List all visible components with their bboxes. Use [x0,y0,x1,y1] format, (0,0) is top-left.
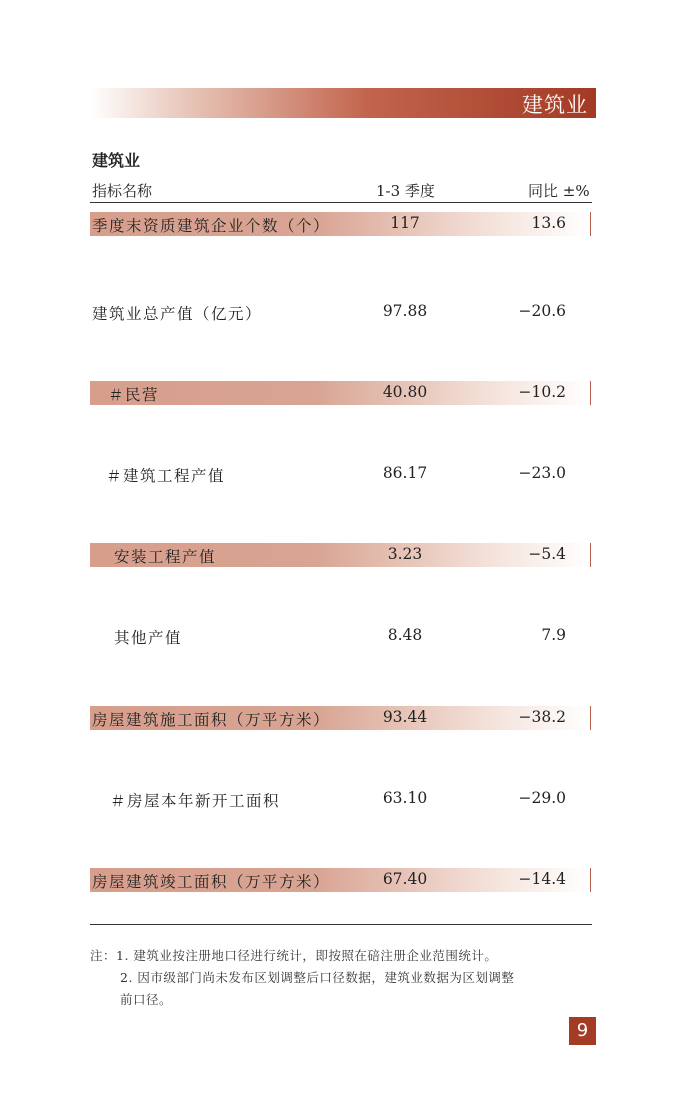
row-yoy: −10.2 [518,383,566,401]
row-name: 季度末资质建筑企业个数（个） [92,217,331,235]
row-name: 房屋建筑施工面积（万平方米） [92,711,331,729]
row-yoy: −14.4 [518,870,566,888]
row-yoy: −5.4 [528,545,566,563]
header-band [90,88,596,118]
row-name: ＃建筑工程产值 [106,467,226,485]
page-number: 9 [569,1017,596,1045]
row-yoy: 7.9 [541,626,566,644]
table-row [90,787,590,811]
footer-rule [90,924,592,925]
row-name: ＃房屋本年新开工面积 [110,792,281,810]
table-row [90,381,591,405]
table-row [90,706,591,730]
note-line-2: 2. 因市级部门尚未发布区划调整后口径数据，建筑业数据为区划调整 [120,970,515,985]
row-yoy: −20.6 [518,302,566,320]
row-value: 67.40 [382,870,428,888]
row-value: 3.23 [387,545,423,563]
row-value: 40.80 [382,383,428,401]
row-yoy: −23.0 [518,464,566,482]
row-value: 117 [390,214,420,232]
row-name: 房屋建筑竣工面积（万平方米） [92,873,331,891]
row-value: 8.48 [387,626,423,644]
note-line-3: 前口径。 [120,992,173,1007]
column-header-yoy: 同比 ±% [528,182,590,200]
row-yoy: −29.0 [518,789,566,807]
table-row [90,462,590,486]
row-name: 安装工程产值 [114,548,217,566]
header-rule [90,202,592,203]
row-value: 93.44 [382,708,428,726]
row-value: 63.10 [382,789,428,807]
note-line-1: 注：1. 建筑业按注册地口径进行统计，即按照在碚注册企业范围统计。 [90,948,498,963]
row-name: 建筑业总产值（亿元） [92,305,263,323]
section-title: 建筑业 [92,151,141,170]
table-row [90,624,590,648]
row-value: 97.88 [382,302,428,320]
row-value: 86.17 [382,464,428,482]
row-yoy: 13.6 [531,214,566,232]
table-row [90,543,591,567]
row-yoy: −38.2 [518,708,566,726]
column-header-period: 1-3 季度 [376,182,435,200]
column-header-name: 指标名称 [92,182,153,200]
table-row [90,300,590,324]
row-name: 其他产值 [114,629,183,647]
row-name: ＃民营 [108,386,160,404]
table-row [90,212,591,236]
header-title: 建筑业 [522,93,588,117]
table-row [90,868,591,892]
